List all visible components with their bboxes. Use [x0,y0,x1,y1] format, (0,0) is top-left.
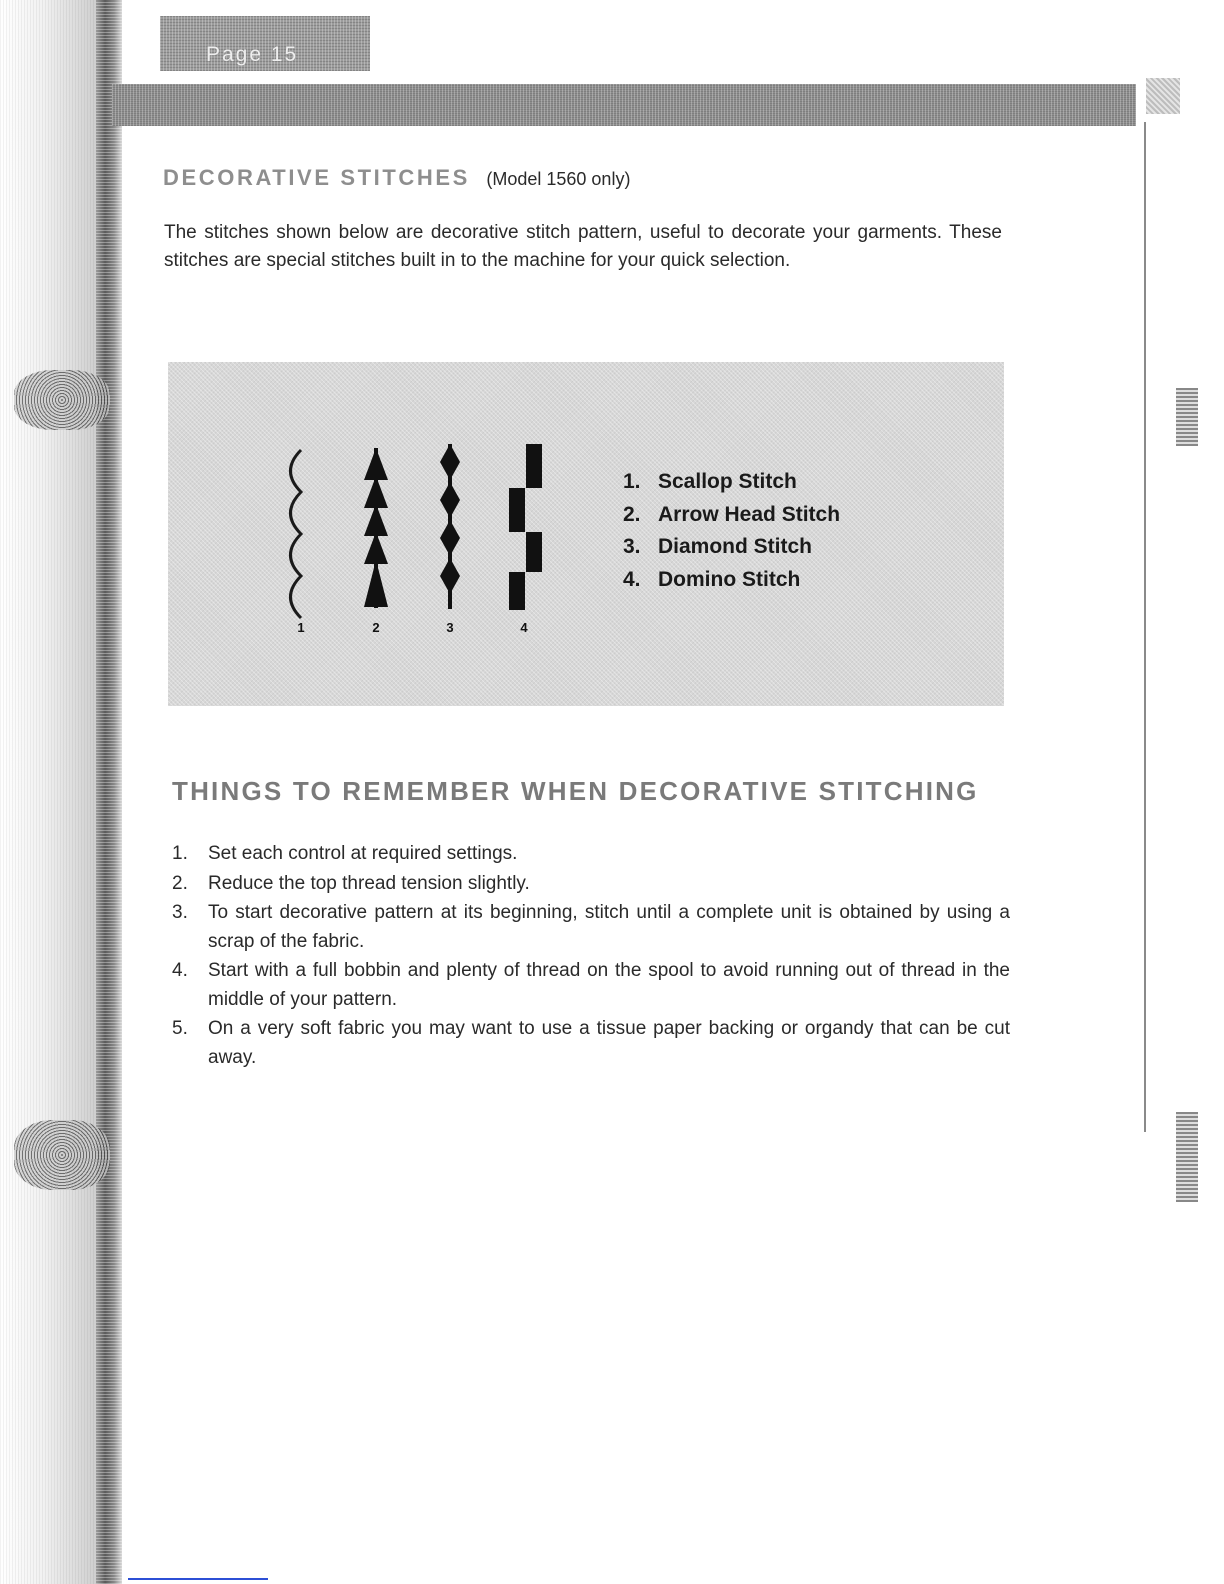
stitch-figure [168,362,1004,706]
legend-item [623,564,840,597]
legend-item [623,466,840,499]
scan-binding-spine [96,0,122,1584]
tip-item [172,1015,1010,1072]
stitch-illustration [168,362,1004,706]
legend-label: Scallop Stitch [658,470,797,493]
tip-item [172,899,1010,956]
domino-stitch-icon [509,444,542,610]
tips-list [172,840,1010,1073]
legend-number: 2. [623,502,641,526]
legend-label: Domino Stitch [658,567,801,591]
legend-label: Diamond Stitch [658,535,813,558]
section-title-text: DECORATIVE STITCHES [163,165,470,190]
section-subtitle: (Model 1560 only) [486,169,631,189]
stitch-number: 2 [372,620,380,635]
legend-item [623,531,840,564]
tip-item [172,840,1010,869]
diamond-stitch-icon [440,444,460,609]
section-title [163,165,630,191]
scan-left-edge [0,0,96,1584]
tip-number: 3. [172,902,188,923]
tip-number: 5. [172,1018,188,1039]
stitch-number: 4 [520,620,528,635]
stitch-number: 1 [297,620,305,635]
stitch-number: 3 [446,620,454,635]
header-band [112,84,1136,126]
intro-paragraph: The stitches shown below are decorative stitch pattern, useful to decorate your garments. These stitches are special stitches built in to the machine for your quick selection. [164,222,1002,271]
page-right-border [1144,122,1146,1132]
tip-text: To start decorative pattern at its beginning, stitch until a complete unit is obtained by using a scrap of the fabric. [208,902,1010,952]
things-title: THINGS TO REMEMBER WHEN DECORATIVE STITCHING [172,776,979,806]
tip-number: 2. [172,872,188,894]
tip-text: Set each control at required settings. [208,843,518,864]
arrow-head-stitch-icon [364,448,388,608]
legend-number: 1. [623,470,641,493]
scan-blotch [14,1120,110,1190]
tip-number: 4. [172,960,188,981]
tip-text: Start with a full bobbin and plenty of thread on the spool to avoid running out of thread in the middle of your pattern. [208,960,1010,1010]
bottom-edge-line [128,1578,268,1580]
tip-item [172,957,1010,1014]
page-number-label: Page 15 [206,43,299,66]
scan-speck [1176,1112,1198,1202]
legend-number: 4. [623,567,641,591]
tip-item [172,870,1010,899]
legend-number: 3. [623,535,641,558]
tip-text: Reduce the top thread tension slightly. [208,872,530,894]
scan-speck [1176,388,1198,446]
tip-text: On a very soft fabric you may want to use a tissue paper backing or organdy that can be cut away. [208,1018,1010,1068]
legend-label: Arrow Head Stitch [658,502,841,526]
legend-item [623,499,840,532]
page-number-tab [160,16,370,71]
header-corner-tab [1146,78,1180,114]
stitch-legend [623,466,840,596]
scallop-stitch-icon [291,450,302,618]
scan-blotch [14,370,110,430]
tip-number: 1. [172,843,188,864]
